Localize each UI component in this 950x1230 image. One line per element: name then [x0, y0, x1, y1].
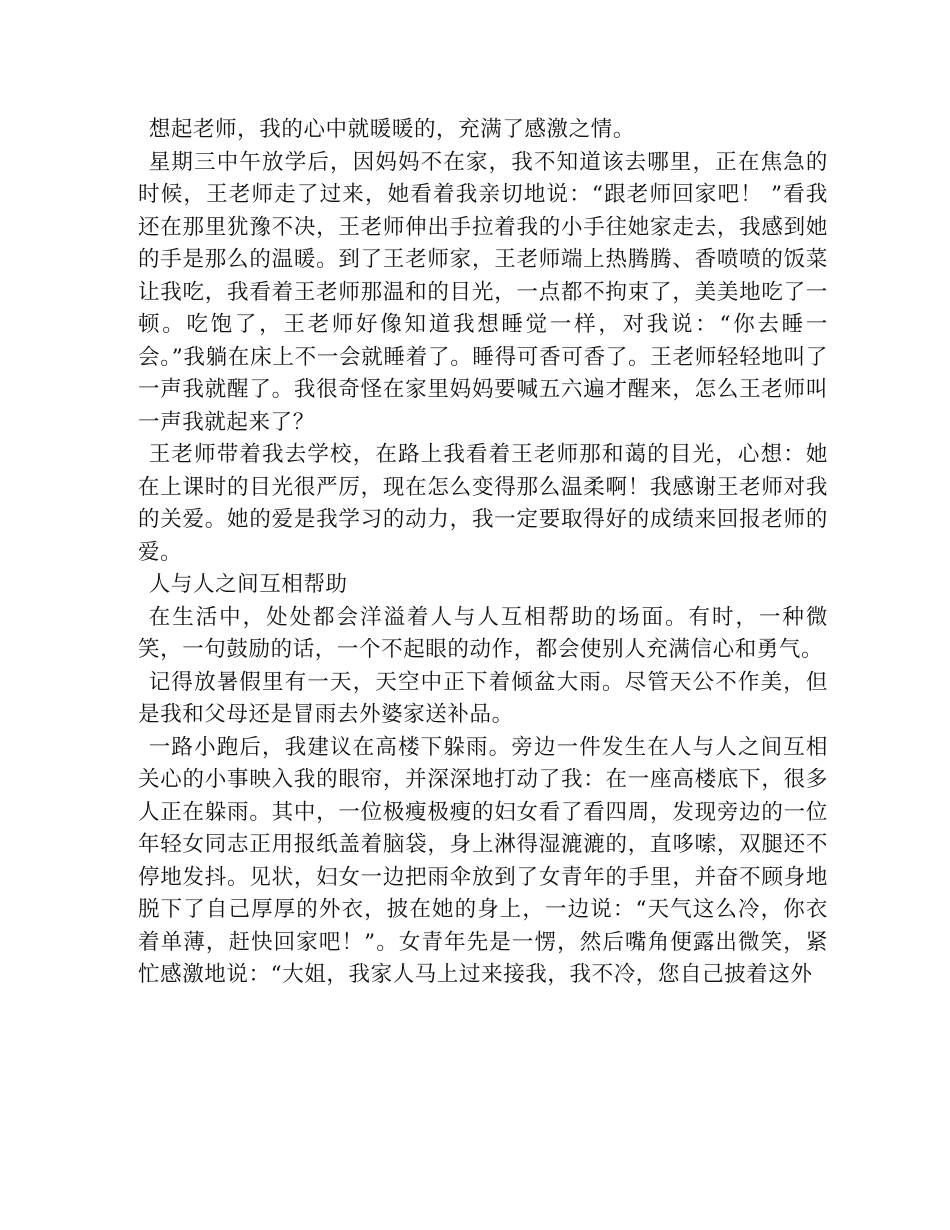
paragraph-shelter-story: 一路小跑后，我建议在高楼下躲雨。旁边一件发生在人与人之间互相关心的小事映入我的眼帘，并深深地打动了我：在一座高楼底下，很多人正在躲雨。其中，一位极瘦极瘦的妇女看了看四周，发现旁边的一位年轻女同志正用报纸盖着脑袋，身上淋得湿漉漉的，直哆嗦，双腿还不停地发抖。见状，妇女一边把雨伞放到了女青年的手里，并奋不顾身地脱下了自己厚厚的外衣，披在她的身上，一边说：“天气这么冷，你衣着单薄，赶快回家吧！”。女青年先是一愣，然后嘴角便露出微笑，紧忙感激地说：“大姐，我家人马上过来接我，我不冷，您自己披着这外 — [138, 734, 828, 987]
paragraph-summer-rain: 记得放暑假里有一天，天空中正下着倾盆大雨。尽管天公不作美，但是我和父母还是冒雨去外婆家送补品。 — [138, 669, 828, 727]
paragraph-wednesday-story: 星期三中午放学后，因妈妈不在家，我不知道该去哪里，正在焦急的时候，王老师走了过来，她看着我亲切地说：“跟老师回家吧！ ”看我还在那里犹豫不决，王老师伸出手拉着我的小手往她家走去，我感到她的手是那么的温暖。到了王老师家，王老师端上热腾腾、香喷喷的饭菜让我吃，我看着王老师那温和的目光，一点都不拘束了，美美地吃了一顿。吃饱了，王老师好像知道我想睡觉一样，对我说：“你去睡一会。”我躺在床上不一会就睡着了。睡得可香可香了。王老师轻轻地叫了一声我就醒了。我很奇怪在家里妈妈要喊五六遍才醒来，怎么王老师叫一声我就起来了？ — [138, 149, 828, 435]
paragraph-help-intro: 在生活中，处处都会洋溢着人与人互相帮助的场面。有时，一种微笑，一句鼓励的话，一个不起眼的动作，都会使别人充满信心和勇气。 — [138, 604, 828, 662]
section-heading-mutual-help: 人与人之间互相帮助 — [148, 572, 348, 597]
paragraph-gratitude-intro: 想起老师，我的心中就暖暖的，充满了感激之情。 — [148, 117, 635, 142]
document-page — [138, 114, 828, 992]
paragraph-teacher-walk: 王老师带着我去学校，在路上我看着王老师那和蔼的目光，心想：她在上课时的目光很严厉，现在怎么变得那么温柔啊！我感谢王老师对我的关爱。她的爱是我学习的动力，我一定要取得好的成绩来回报老师的爱。 — [138, 442, 828, 565]
